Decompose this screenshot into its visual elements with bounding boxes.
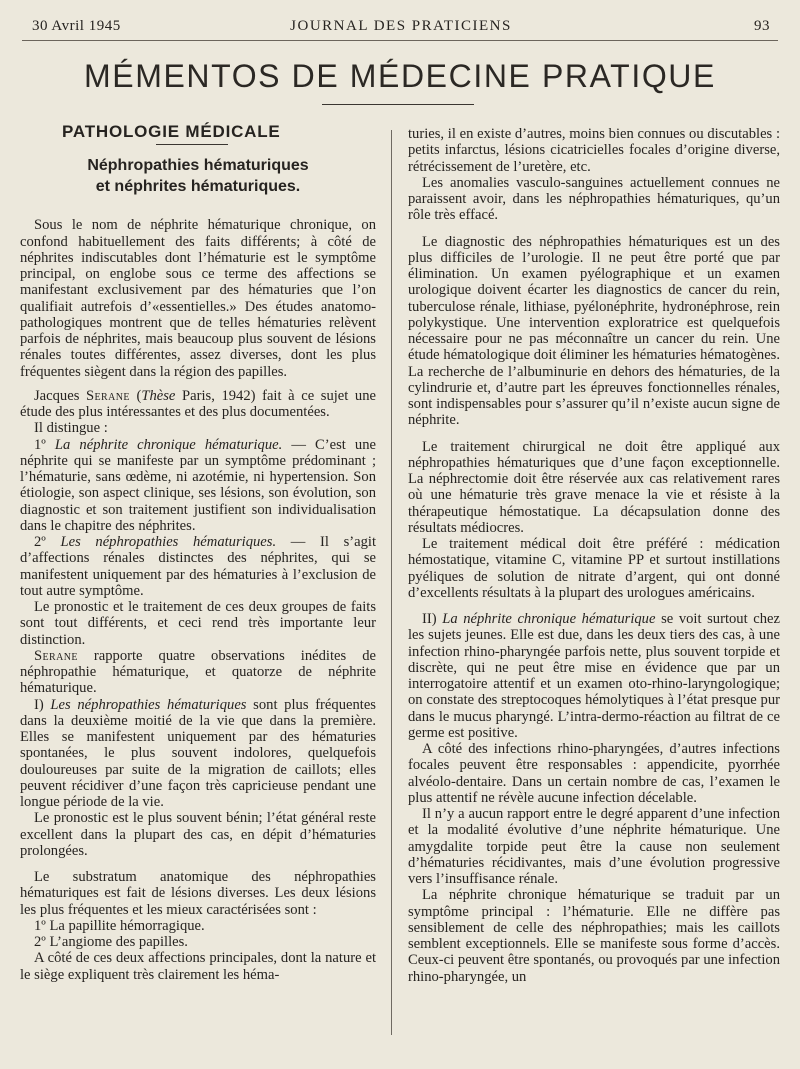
paragraph: Le traitement chirurgical ne doit être appliqué aux néphropathies hématuriques que d’une façon exceptionnelle. La néphrectomie doit être réservée aux cas relativement rares où une hématurie très grave menace la vie et résiste à la thérapeutique hémostatique. La décapsulation donne des résultats médiocres. xyxy=(408,438,780,536)
section-rule xyxy=(156,144,228,145)
journal-name: JOURNAL DES PRATICIENS xyxy=(290,18,512,34)
column-divider xyxy=(391,130,392,1035)
title-rule xyxy=(322,104,474,105)
paragraph: Il n’y a aucun rapport entre le degré apparent d’une infection et la modalité évolutive d’une néphrite hématurique. Une amygdalite torpide peut être la cause non seulement d’hématuries récidivantes, mais d’une évolution progressive vers l’insuffisance rénale. xyxy=(408,806,780,887)
article-title-line2: et néphrites hématuriques. xyxy=(95,178,301,196)
paragraph: A côté de ces deux affections principales, dont la nature et le siège expliquent très clairement les héma- xyxy=(20,950,376,983)
paragraph: Serane rapporte quatre observations inédites de néphropathie hématurique, et quatorze de néphrite hématurique. xyxy=(20,647,376,697)
article-title xyxy=(20,155,376,197)
paragraph: II) La néphrite chronique hématurique se voit surtout chez les sujets jeunes. Elle est due, dans les deux tiers des cas, à une infection rhino-pharyngée parfois nette, plus souvent torpide et discrète, qui ne peut être mise en évidence que par un interrogatoire attentif et un examen oto-rhino-laryngologique; on constate des streptocoques hémolytiques à l’état presque pur dans le mucus pharyngé. L’intra-dermo-réaction au filtrat de ce germe est positive. xyxy=(408,611,780,741)
paragraph: La néphrite chronique hématurique se traduit par un symptôme principal : l’hématurie. Elle ne diffère pas sensiblement de celle des néphropathies; mais les caillots semblent exceptionnels. Elle se manifeste sous forme d’accès. Ceux-ci peuvent être spontanés, ou provoqués par une infection rhino-pharyngée, un xyxy=(408,887,780,985)
list-item: 1º La papillite hémorragique. xyxy=(34,917,205,934)
paragraph: turies, il en existe d’autres, moins bien connues ou discutables : petits infarctus, lésions cicatricielles focales d’origine diverse, rétrécissement de l’uretère, etc. xyxy=(408,126,780,175)
paragraph: Les anomalies vasculo-sanguines actuellement connues ne paraissent avoir, dans les néphropathies hématuriques, qu’un rôle très effacé. xyxy=(408,174,780,224)
paragraph: Le pronostic est le plus souvent bénin; l’état général reste excellent dans la plupart des cas, en dépit d’hématuries prolongées. xyxy=(20,810,376,859)
paragraph: 1º La néphrite chronique hématurique. — C’est une néphrite qui se manifeste par un symptôme prédominant ; l’hématurie, sans œdème, ni azotémie, ni hypertension. Son étiologie, son aspect clinique, ses lésions, son évolution, son diagnostic et son traitement justifient son individualisation dans le chapitre des néphrites. xyxy=(20,436,376,534)
article-title-line1: Néphropathies hématuriques xyxy=(87,157,309,175)
paragraph: A côté des infections rhino-pharyngées, d’autres infections focales peuvent être responsables : appendicite, pyorrhée alvéolo-dentaire. Dans un certain nombre de cas, l’examen le plus attentif ne révèle aucune infection décelable. xyxy=(408,741,780,806)
author-name: Serane xyxy=(34,647,78,664)
header-rule xyxy=(22,40,778,41)
paragraph: Sous le nom de néphrite hématurique chronique, on confond habituellement des faits différents; à côté de néphrites indiscutables dont l’hématurie est le symptôme principal, on englobe sous ce terme des affections se manifestant exclusivement par des hématuries que l’on qualifiait autrefois d’«essentielles.» Des études anatomo-pathologiques montrent que de telles hématuries relèvent parfois de néphrites, mais beaucoup plus souvent de lésions rénales toutes différentes, assez diverses, dont les plus fréquentes siègent dans la région des papilles. xyxy=(20,217,376,380)
right-column xyxy=(408,126,780,985)
paragraph: Le diagnostic des néphropathies hématuriques est un des plus difficiles de l’urologie. Il ne peut être porté que par élimination. Un examen pyélographique et un examen urologique doivent écarter les diagnostics de cancer du rein, tuberculose rénale, lithiase, pyélonéphrite, hydronéphrose, rein polykystique. Une intervention exploratrice est quelquefois nécessaire pour ne pas méconnaître un cancer du rein. Une étude hématologique doit éliminer les hématuries hématogènes. La recherche de l’albuminurie en dehors des hématuries, de la cylindrurie et, d’autre part les épreuves fonctionnelles rénales, sont indispensables pour s’assurer qu’il n’existe aucun signe de néphrite. xyxy=(408,233,780,429)
main-title: MÉMENTOS DE MÉDECINE PRATIQUE xyxy=(84,58,716,94)
author-name: Serane xyxy=(86,387,130,404)
page-number: 93 xyxy=(754,18,770,34)
left-column xyxy=(20,118,376,983)
paragraph: Le traitement médical doit être préféré : médication hémostatique, vitamine C, vitamine PP et surtout instillations pyéliques de solution de nitrate d’argent, qui ont donné d’excellents résultats à la plupart des urologues américains. xyxy=(408,536,780,601)
running-head xyxy=(32,14,770,36)
issue-date: 30 Avril 1945 xyxy=(32,18,121,34)
section-title: PATHOLOGIE MÉDICALE xyxy=(62,122,281,141)
paragraph: Le pronostic et le traitement de ces deux groupes de faits sont tout différents, et ceci rend très importante leur distinction. xyxy=(20,599,376,648)
paragraph: Il distingue : xyxy=(34,420,108,437)
paragraph: Jacques Serane (Thèse Paris, 1942) fait à ce sujet une étude des plus intéressantes et des plus documentées. xyxy=(20,387,377,420)
paragraph: I) Les néphropathies hématuriques sont plus fréquentes dans la deuxième moitié de la vie que dans la première. Elles se manifestent uniquement par des hématuries spontanées, le plus souvent indolores, quelquefois douloureuses par suite de la migration de caillots; elles peuvent récidiver d’une façon très capricieuse pendant une longue période de la vie. xyxy=(20,696,376,810)
paragraph: 2º Les néphropathies hématuriques. — Il s’agit d’affections rénales distinctes des néphrites, qui se manifestent uniquement par des hématuries à l’exclusion de tout autre symptôme. xyxy=(20,534,376,599)
list-item: 2º L’angiome des papilles. xyxy=(34,934,188,950)
paragraph: Le substratum anatomique des néphropathies hématuriques est fait de lésions diverses. Les deux lésions les plus fréquentes et les mieux caractérisées sont : xyxy=(20,869,376,918)
